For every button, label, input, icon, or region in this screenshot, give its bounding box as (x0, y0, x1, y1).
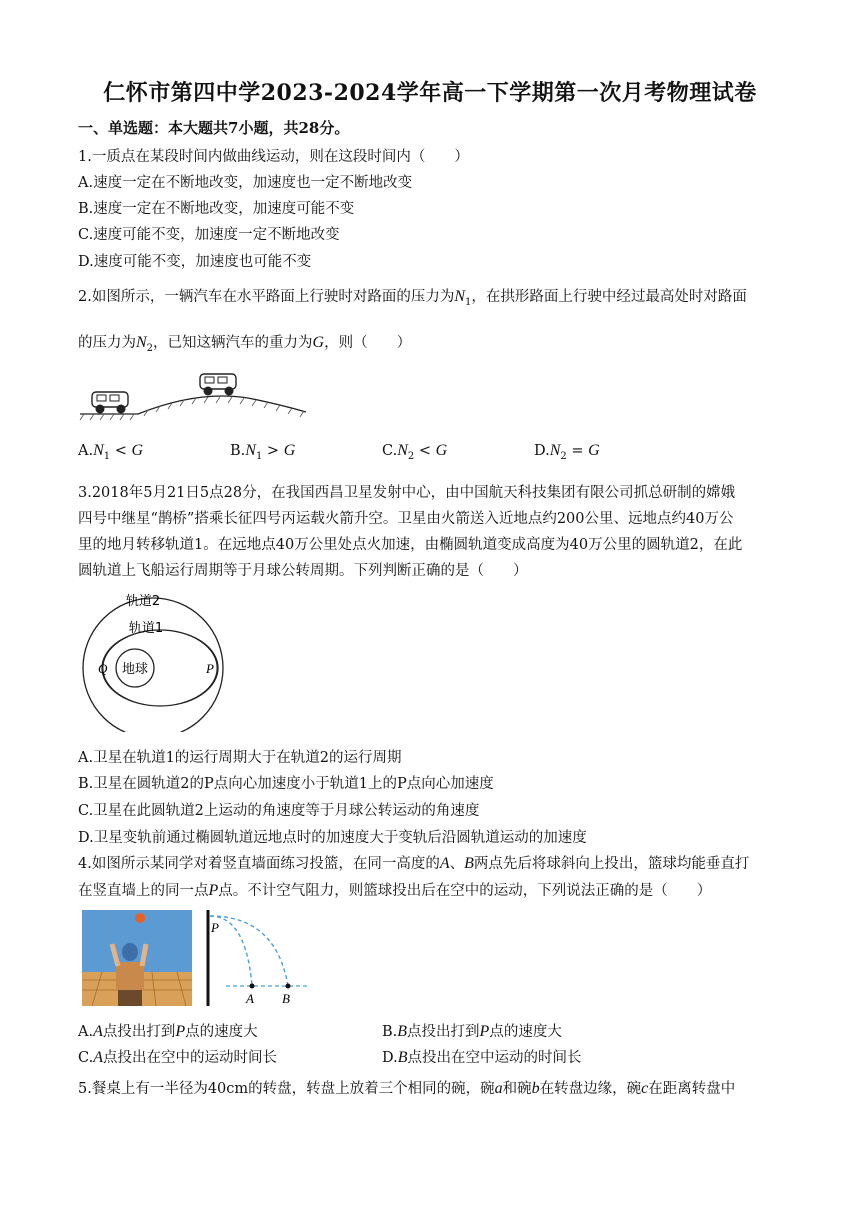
q1-option-c: C.速度可能不变，加速度一定不断地改变 (78, 227, 340, 243)
q2-option-d: $D.N_2 = G$ (534, 442, 600, 462)
q2-stem-line1: 2.如图所示，一辆汽车在水平路面上行驶时对路面的压力为$N_1$，在拱形路面上行驶中经过最高处时对路面 (78, 288, 747, 308)
q4-option-d: D.B点投出在空中运动的时间长 (382, 1049, 582, 1066)
q4-option-a: A.A点投出打到P点的速度大 (78, 1023, 258, 1040)
q3-option-c: C.卫星在此圆轨道2上运动的角速度等于月球公转运动的角速度 (78, 803, 480, 819)
q1-option-d: D.速度可能不变，加速度也可能不变 (78, 254, 312, 270)
q2-option-c: $C.N_2 < G$ (382, 442, 448, 462)
q5-stem-line1: 5.餐桌上有一半径为40cm的转盘，转盘上放着三个相同的碗，碗a和碗b在转盘边缘，碗c在距离转盘中 (78, 1080, 736, 1097)
page-title: 仁怀市第四中学2023-2024学年高一下学期第一次月考物理试卷 (103, 80, 757, 106)
point-a-label: A (246, 991, 254, 1006)
orbit1-label: 轨道1 (128, 621, 164, 636)
earth-label: 地球 (121, 662, 149, 677)
point-q-label: Q (98, 661, 108, 676)
q3-orbit-diagram (78, 588, 228, 732)
q4-trajectory-diagram (200, 908, 312, 1008)
car-flat-icon (92, 392, 128, 414)
q2-option-a: $A.N_1 < G$ (78, 442, 144, 462)
q4-option-b: B.B点投出打到P点的速度大 (382, 1023, 562, 1040)
q2-stem-line2: 的压力为$N_2$，已知这辆汽车的重力为G，则（ ） (78, 334, 412, 354)
q4-stem-line1: 4.如图所示某同学对着竖直墙面练习投篮，在同一高度的A、B两点先后将球斜向上投出，篮球均能垂直打 (78, 855, 750, 872)
q3-stem-line1: 3.2018年5月21日5点28分，在我国西昌卫星发射中心，由中国航天科技集团有限公司抓总研制的嫦娥 (78, 485, 736, 501)
orbit2-label: 轨道2 (125, 594, 161, 609)
q4-option-c: C.A点投出在空中的运动时间长 (78, 1049, 277, 1066)
q1-stem: 1.一质点在某段时间内做曲线运动，则在这段时间内（ ） (78, 149, 469, 165)
q3-option-d: D.卫星变轨前通过椭圆轨道远地点时的加速度大于变轨后沿圆轨道运动的加速度 (78, 830, 587, 846)
q2-road-diagram (78, 368, 310, 424)
basketball-icon (135, 913, 145, 923)
q4-stem-line2: 在竖直墙上的同一点P点。不计空气阻力，则篮球投出后在空中的运动，下列说法正确的是（ ） (78, 882, 712, 899)
q1-option-b: B.速度一定在不断地改变，加速度可能不变 (78, 201, 355, 217)
q3-stem-line2: 四号中继星“鹊桥”搭乘长征四号丙运载火箭升空。卫星由火箭送入近地点约200公里、远地点约40万公 (78, 511, 734, 527)
q3-option-b: B.卫星在圆轨道2的P点向心加速度小于轨道1上的P点向心加速度 (78, 776, 494, 792)
q3-stem-line3: 里的地月转移轨道1。在远地点40万公里处点火加速，由椭圆轨道变成高度为40万公里的圆轨道2，在此 (78, 537, 743, 553)
car-arch-icon (200, 374, 236, 396)
q3-stem-line4: 圆轨道上飞船运行周期等于月球公转周期。下列判断正确的是（ ） (78, 563, 528, 579)
q4-photo (82, 910, 192, 1006)
section-heading: 一、单选题：本大题共7小题，共28分。 (78, 119, 350, 137)
point-p-label: P (206, 661, 214, 676)
q3-option-a: A.卫星在轨道1的运行周期大于在轨道2的运行周期 (78, 750, 402, 766)
point-b-label: B (282, 991, 290, 1006)
point-p-label: P (211, 920, 219, 935)
q2-option-b: $B.N_1 > G$ (230, 442, 296, 462)
q1-option-a: A.速度一定在不断地改变，加速度也一定不断地改变 (78, 175, 413, 191)
